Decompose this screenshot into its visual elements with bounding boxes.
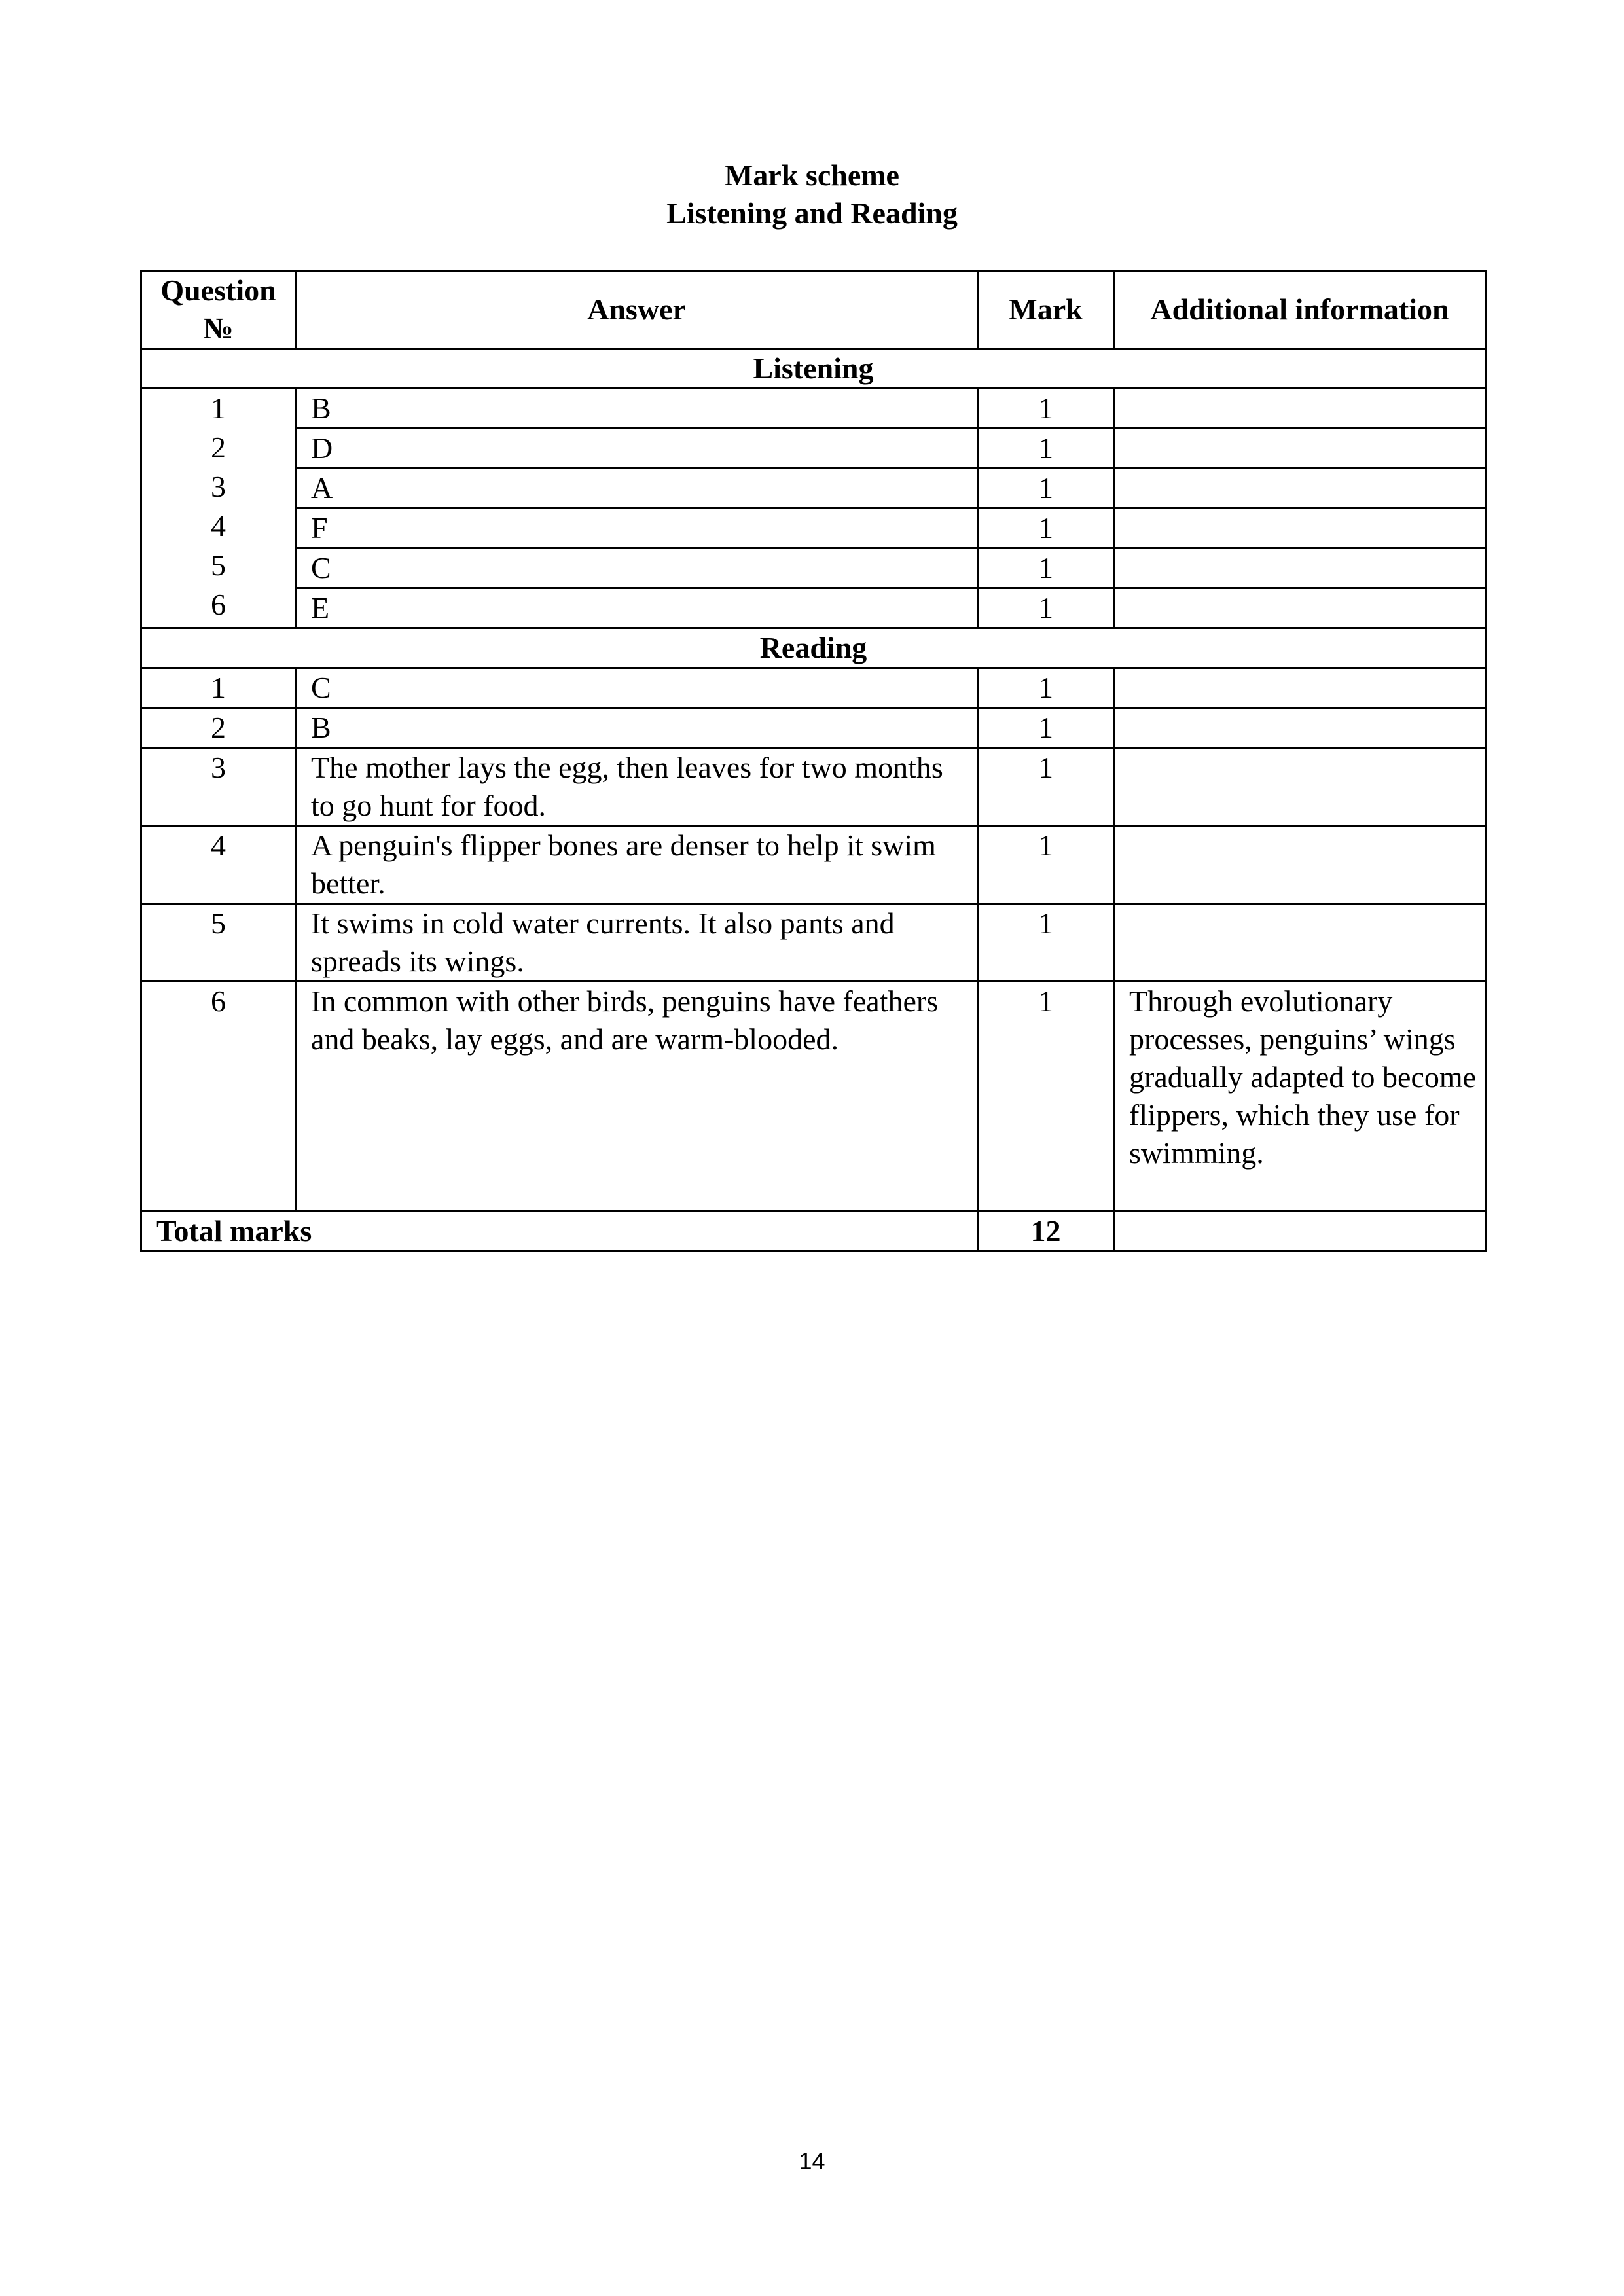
table-row xyxy=(141,509,1486,548)
table-row xyxy=(141,588,1486,628)
section-row-listening xyxy=(141,349,1486,389)
answer-cell: A penguin's flipper bones are denser to help it swim better. xyxy=(296,826,978,904)
total-row xyxy=(141,1211,1486,1251)
page-title: Mark scheme xyxy=(725,158,899,192)
question-number: 3 xyxy=(141,748,296,826)
question-number: 3 xyxy=(211,470,226,503)
answer-cell: In common with other birds, penguins have feathers and beaks, lay eggs, and are warm-blooded. xyxy=(296,982,978,1211)
mark-cell: 1 xyxy=(978,588,1114,628)
total-marks-label: Total marks xyxy=(141,1211,978,1251)
answer-cell: F xyxy=(296,509,978,548)
info-cell xyxy=(1114,748,1486,826)
section-heading-listening: Listening xyxy=(141,349,1486,389)
question-number: 6 xyxy=(211,588,226,621)
mark-cell: 1 xyxy=(978,469,1114,509)
page-subtitle: Listening and Reading xyxy=(666,196,958,230)
info-cell: Through evolutionary processes, penguins’ wings gradually adapted to become flippers, which they use for swimming. xyxy=(1114,982,1486,1211)
table-row xyxy=(141,429,1486,469)
question-number: 1 xyxy=(211,391,226,425)
table-row xyxy=(141,548,1486,588)
answer-cell: C xyxy=(296,668,978,708)
table-row xyxy=(141,748,1486,826)
mark-cell: 1 xyxy=(978,509,1114,548)
section-row-reading xyxy=(141,628,1486,668)
mark-cell: 1 xyxy=(978,548,1114,588)
mark-cell: 1 xyxy=(978,429,1114,469)
answer-cell: It swims in cold water currents. It also pants and spreads its wings. xyxy=(296,904,978,982)
info-cell xyxy=(1114,469,1486,509)
info-cell xyxy=(1114,708,1486,748)
mark-scheme-table xyxy=(140,270,1487,1252)
mark-cell: 1 xyxy=(978,668,1114,708)
info-cell xyxy=(1114,389,1486,429)
answer-cell: D xyxy=(296,429,978,469)
table-row xyxy=(141,668,1486,708)
info-cell xyxy=(1114,548,1486,588)
mark-cell: 1 xyxy=(978,748,1114,826)
table-row xyxy=(141,826,1486,904)
question-number: 5 xyxy=(141,904,296,982)
question-number: 6 xyxy=(141,982,296,1211)
column-header-question: Question № xyxy=(141,271,296,349)
question-number: 5 xyxy=(211,548,226,582)
question-number: 4 xyxy=(211,509,226,543)
table-row xyxy=(141,982,1486,1211)
answer-cell: E xyxy=(296,588,978,628)
total-info-cell xyxy=(1114,1211,1486,1251)
table-row xyxy=(141,469,1486,509)
mark-cell: 1 xyxy=(978,389,1114,429)
info-cell xyxy=(1114,904,1486,982)
answer-cell: The mother lays the egg, then leaves for two months to go hunt for food. xyxy=(296,748,978,826)
question-number: 4 xyxy=(141,826,296,904)
answer-cell: B xyxy=(296,708,978,748)
total-marks-value: 12 xyxy=(978,1211,1114,1251)
column-header-answer: Answer xyxy=(296,271,978,349)
table-row xyxy=(141,389,1486,429)
info-cell xyxy=(1114,509,1486,548)
question-number: 1 xyxy=(141,668,296,708)
page-number: 14 xyxy=(799,2147,825,2174)
info-cell xyxy=(1114,668,1486,708)
table-row xyxy=(141,708,1486,748)
column-header-additional-information: Additional information xyxy=(1114,271,1486,349)
answer-cell: C xyxy=(296,548,978,588)
question-number: 2 xyxy=(141,708,296,748)
mark-cell: 1 xyxy=(978,904,1114,982)
answer-cell: B xyxy=(296,389,978,429)
info-cell xyxy=(1114,588,1486,628)
table-header-row xyxy=(141,271,1486,349)
section-heading-reading: Reading xyxy=(141,628,1486,668)
column-header-mark: Mark xyxy=(978,271,1114,349)
info-cell xyxy=(1114,826,1486,904)
mark-cell: 1 xyxy=(978,826,1114,904)
info-cell xyxy=(1114,429,1486,469)
table-row xyxy=(141,904,1486,982)
question-number: 2 xyxy=(211,431,226,464)
mark-cell: 1 xyxy=(978,708,1114,748)
listening-question-numbers xyxy=(141,389,296,628)
answer-cell: A xyxy=(296,469,978,509)
mark-cell: 1 xyxy=(978,982,1114,1211)
